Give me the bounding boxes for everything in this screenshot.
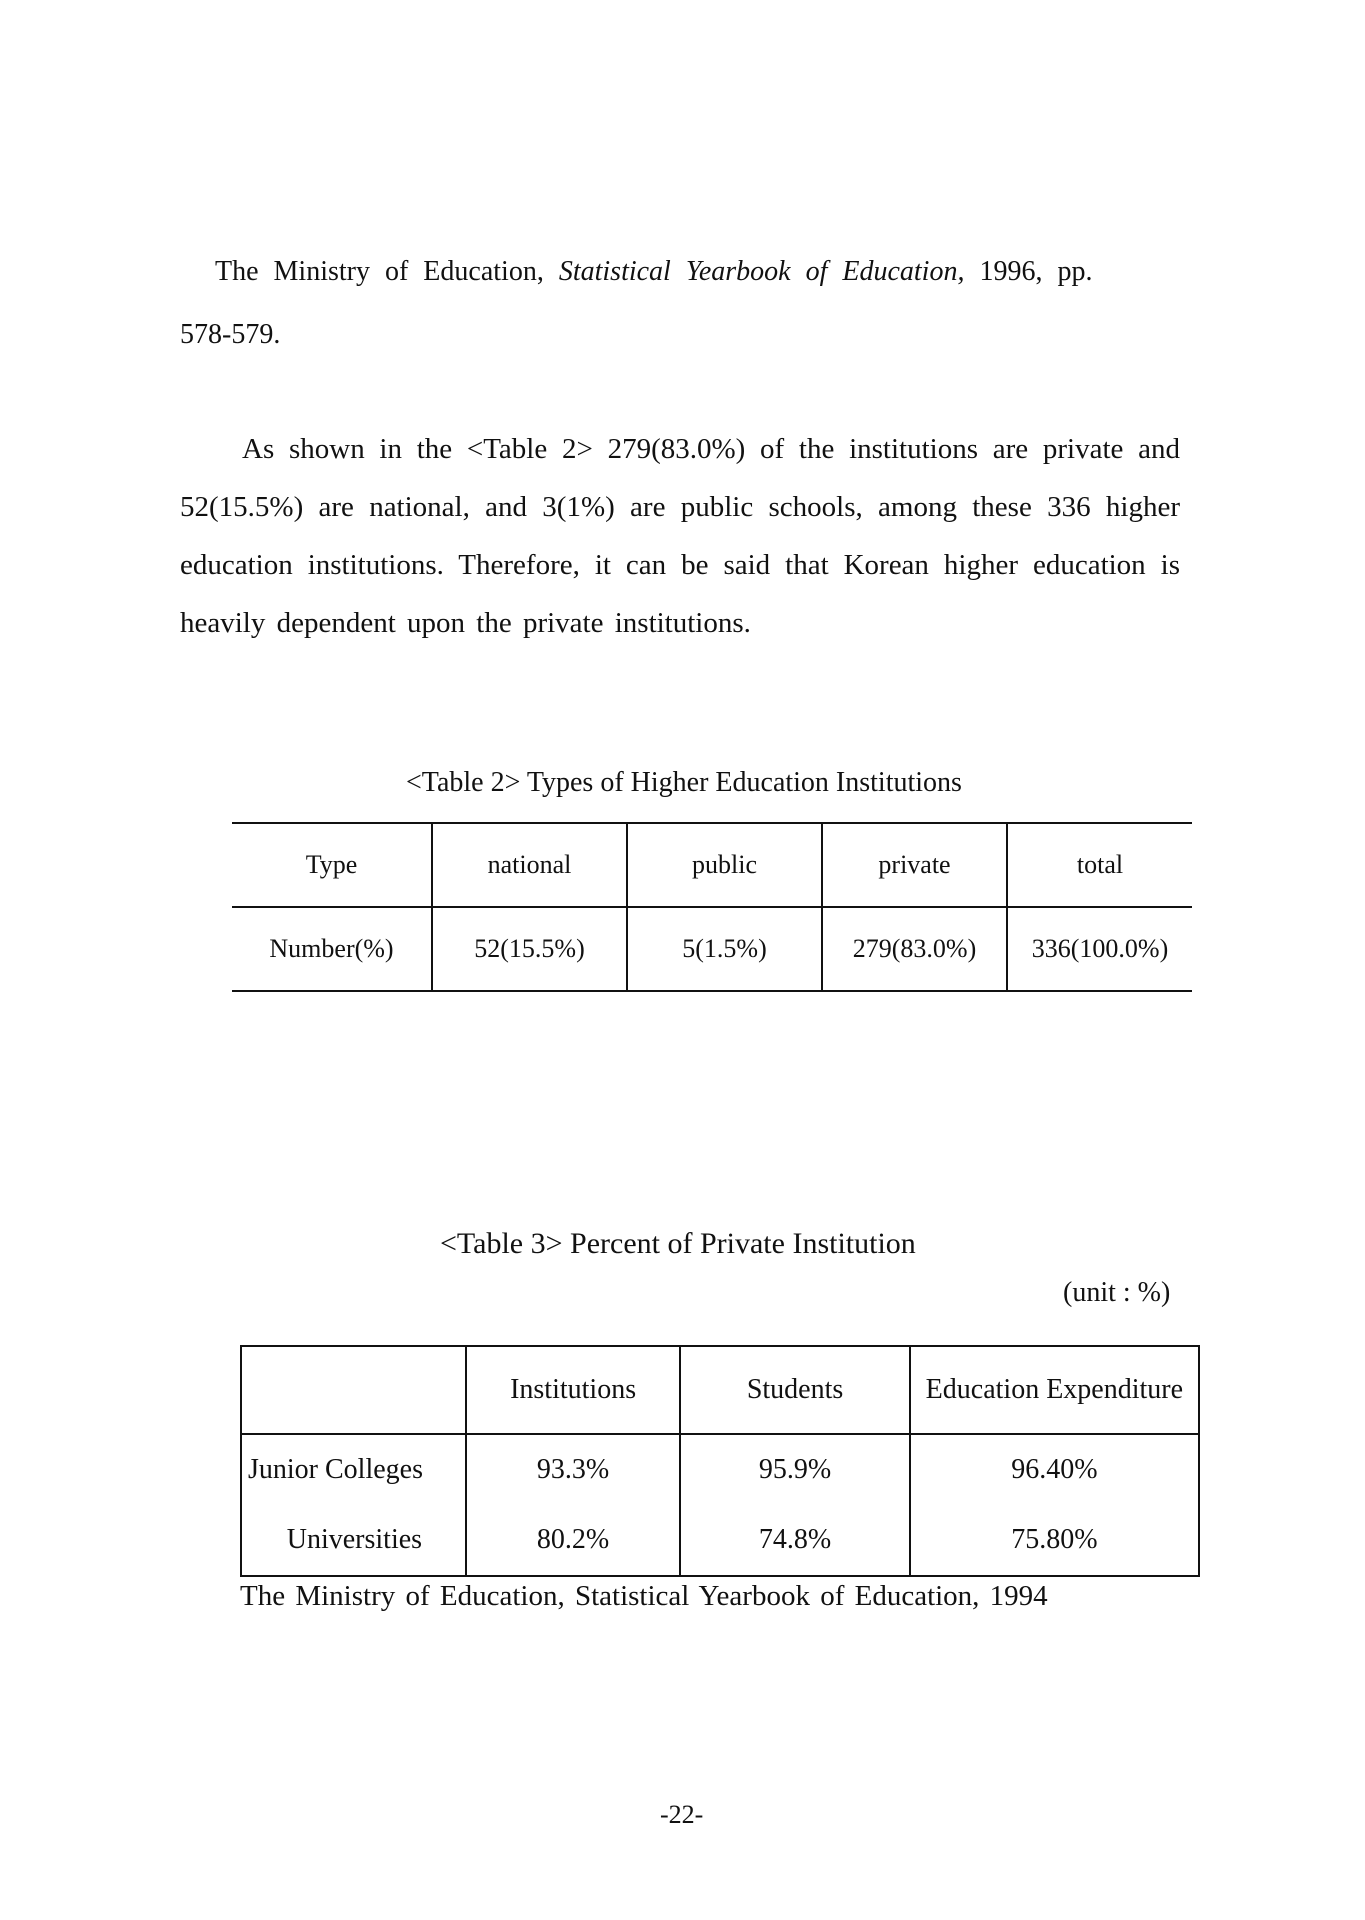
table2-cell: 5(1.5%) — [627, 907, 822, 991]
source-citation-suffix: 1996, pp. — [979, 256, 1093, 287]
table3-cell: 75.80% — [910, 1505, 1199, 1576]
table2-data-row — [232, 907, 1192, 991]
table3-row — [241, 1434, 1199, 1505]
table3-unit-note: (unit : %) — [1063, 1277, 1171, 1308]
source-citation-prefix: The Ministry of Education, — [215, 256, 544, 287]
body-paragraph: As shown in the <Table 2> 279(83.0%) of the institutions are private and 52(15.5%) are national, and 3(1%) are public schools, among these 336 higher education institutions. Therefore, it can be said that Korean higher education is heavily dependent upon the private institutions. — [180, 433, 1180, 639]
table2-caption: <Table 2> Types of Higher Education Institutions — [406, 767, 962, 798]
table2-header-cell: Type — [232, 823, 432, 907]
table2 — [232, 822, 1192, 992]
table2-cell: 279(83.0%) — [822, 907, 1007, 991]
table3-cell: 96.40% — [910, 1434, 1199, 1505]
source-citation-pages: 578-579. — [180, 319, 281, 350]
table3-source: The Ministry of Education, Statistical Yearbook of Education, 1994 — [240, 1580, 1048, 1612]
table3-cell: 93.3% — [466, 1434, 681, 1505]
table3-header-cell: Education Expenditure — [910, 1346, 1199, 1434]
table3-cell: 95.9% — [680, 1434, 909, 1505]
table3-header-cell: Institutions — [466, 1346, 681, 1434]
table2-header-cell: private — [822, 823, 1007, 907]
table2-header-cell: total — [1007, 823, 1192, 907]
source-citation — [215, 255, 1175, 289]
table2-header-row — [232, 823, 1192, 907]
table3-cell: 74.8% — [680, 1505, 909, 1576]
table3-header-cell: Students — [680, 1346, 909, 1434]
page-number: -22- — [660, 1800, 704, 1829]
table2-header-cell: public — [627, 823, 822, 907]
table3-header-cell — [241, 1346, 466, 1434]
table3-row-label: Junior Colleges — [241, 1434, 466, 1505]
table3-row — [241, 1505, 1199, 1576]
table2-cell: Number(%) — [232, 907, 432, 991]
table2-cell: 336(100.0%) — [1007, 907, 1192, 991]
source-citation-title: Statistical Yearbook of Education, — [558, 256, 965, 287]
table3-cell: 80.2% — [466, 1505, 681, 1576]
table3-header-row — [241, 1346, 1199, 1434]
table3-row-label: Universities — [241, 1505, 466, 1576]
table3 — [240, 1345, 1200, 1577]
table2-header-cell: national — [432, 823, 627, 907]
table2-cell: 52(15.5%) — [432, 907, 627, 991]
table3-caption: <Table 3> Percent of Private Institution — [440, 1227, 916, 1260]
